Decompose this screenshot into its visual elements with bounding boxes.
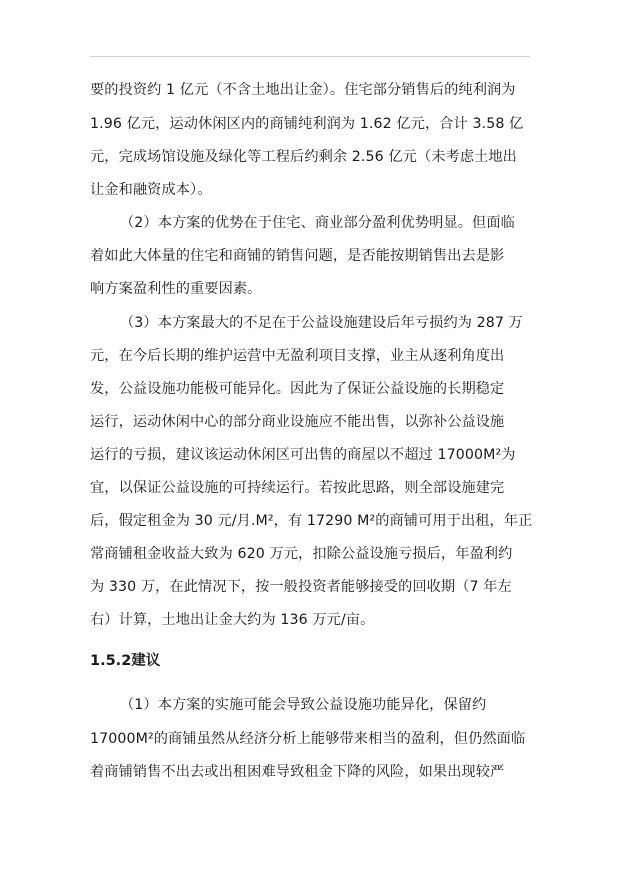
text-line: 要的投资约 1 亿元（不含土地出让金）。住宅部分销售后的纯利润为 <box>90 82 516 98</box>
text-line: 着商铺销售不出去或出租困难导致租金下降的风险，如果出现较严 <box>90 764 505 780</box>
text-line: 运行，运动休闲中心的部分商业设施应不能出售，以弥补公益设施 <box>90 414 505 430</box>
text-line: 常商铺租金收益大致为 620 万元，扣除公益设施亏损后，年盈利约 <box>90 546 513 562</box>
text-line: 1.96 亿元，运动休闲区内的商铺纯利润为 1.62 亿元，合计 3.58 亿 <box>90 116 524 132</box>
text-line: 着如此大体量的住宅和商铺的销售问题，是否能按期销售出去是影 <box>90 248 505 264</box>
text-line: （3）本方案最大的不足在于公益设施建设后年亏损约为 287 万 <box>120 315 523 331</box>
text-line: （2）本方案的优势在于住宅、商业部分盈利优势明显。但面临 <box>120 215 515 231</box>
text-line: 后，假定租金为 30 元/月.M²，有 17290 M²的商铺可用于出租，年正 <box>90 513 533 529</box>
text-line: （1）本方案的实施可能会导致公益设施功能异化，保留约 <box>120 697 487 713</box>
header-divider <box>90 56 530 57</box>
text-line: 运行的亏损，建议该运动休闲区可出售的商屋以不超过 17000M²为 <box>90 447 516 463</box>
text-line: 17000M²的商铺虽然从经济分析上能够带来相当的盈利，但仍然面临 <box>90 731 526 747</box>
text-line: 元，在今后长期的维护运营中无盈利项目支撑，业主从逐利角度出 <box>90 348 505 364</box>
text-line: 让金和融资成本）。 <box>90 182 212 198</box>
text-line: 宜，以保证公益设施的可持续运行。若按此思路，则全部设施建完 <box>90 480 505 496</box>
text-line: 发，公益设施功能极可能异化。因此为了保证公益设施的长期稳定 <box>90 381 505 397</box>
text-line: 元，完成场馆设施及绿化等工程后约剩余 2.56 亿元（未考虑土地出 <box>90 149 517 165</box>
text-line: 为 330 万，在此情况下，按一般投资者能够接受的回收期（7 年左 <box>90 579 512 595</box>
section-heading: 1.5.2建议 <box>90 653 161 669</box>
text-line: 响方案盈利性的重要因素。 <box>90 281 262 297</box>
text-line: 右）计算，土地出让金大约为 136 万元/亩。 <box>90 612 375 628</box>
